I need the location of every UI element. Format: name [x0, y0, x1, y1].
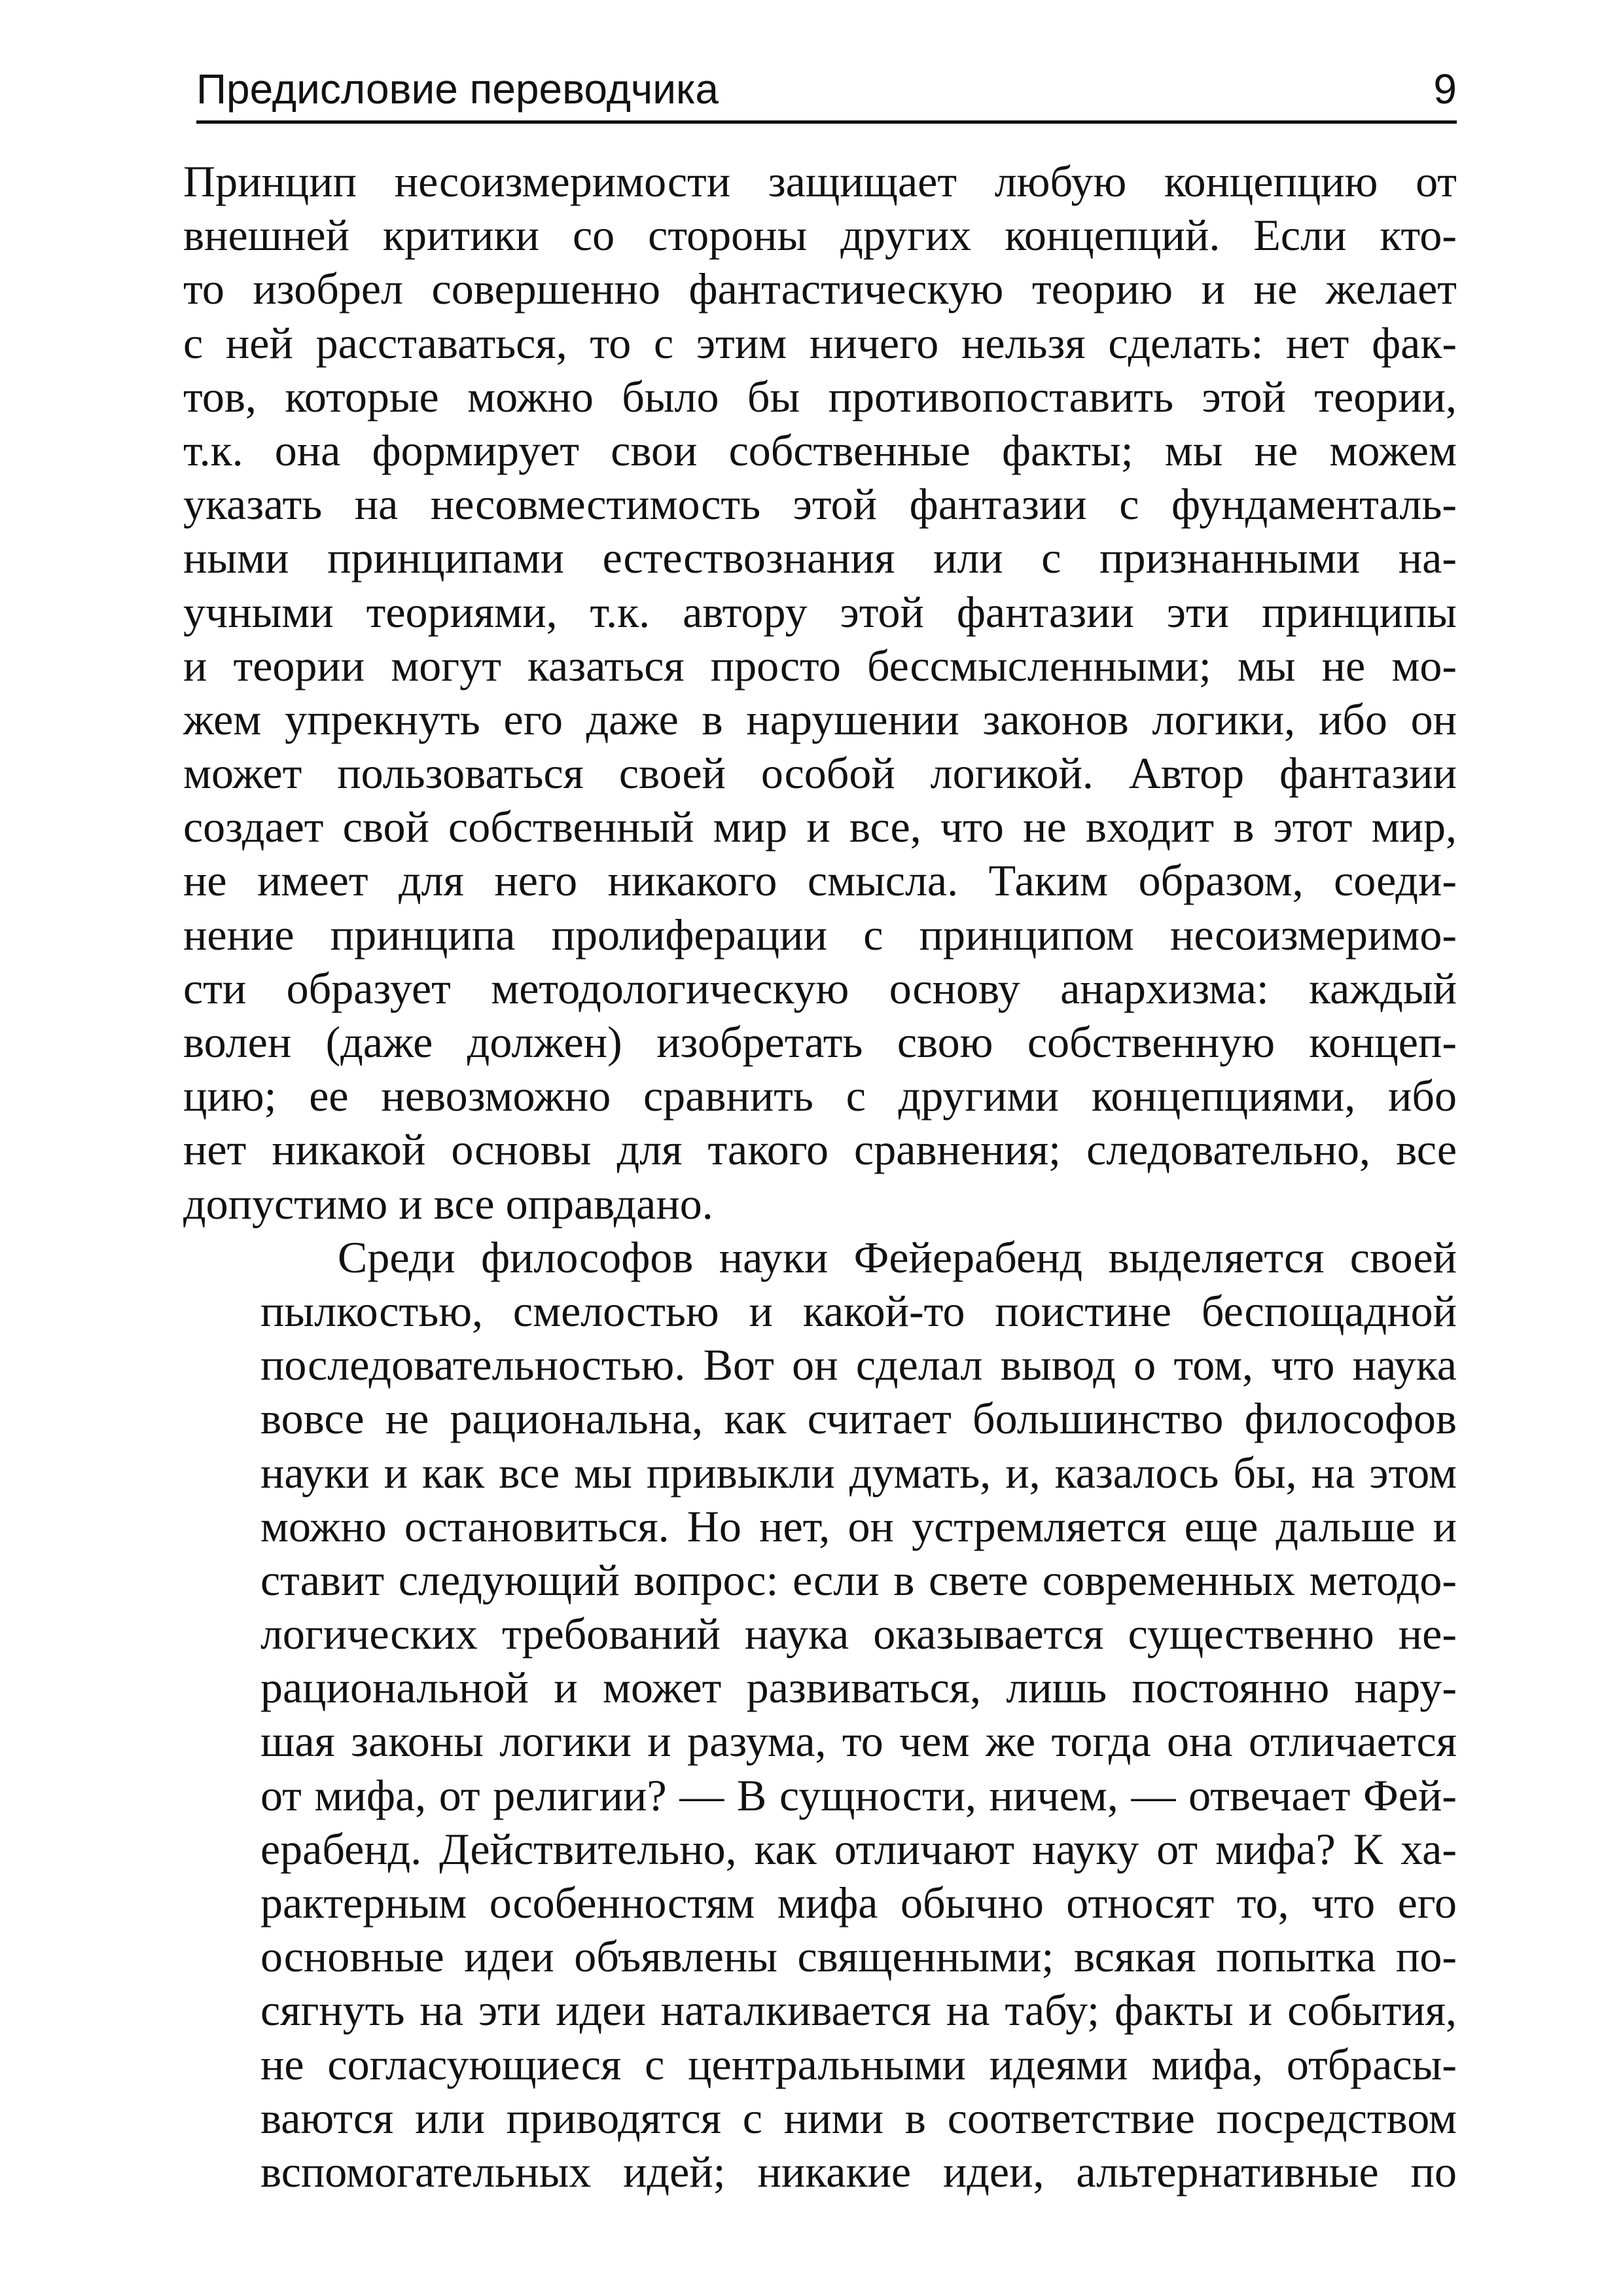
text-line: нет никакой основы для такого сравнения; следовательно, все [183, 1124, 1457, 1175]
text-line: рактерным особенностям мифа обычно относят то, что его [260, 1878, 1457, 1928]
text-line: пылкостью, смелостью и какой-то поистине беспощадной [260, 1285, 1457, 1336]
text-line: жем упрекнуть его даже в нарушении законов логики, ибо он [183, 694, 1457, 744]
text-line: науки и как все мы привыкли думать, и, казалось бы, на этом [260, 1447, 1457, 1498]
text-line: не имеет для него никакого смысла. Таким образом, соеди- [183, 855, 1457, 906]
text-line: волен (даже должен) изобретать свою собственную концеп- [183, 1017, 1457, 1067]
paragraph [183, 154, 1457, 1230]
text-line: от мифа, от религии? — В сущности, ничем, — отвечает Фей- [260, 1770, 1457, 1820]
text-line: вовсе не рациональна, как считает большинство философов [260, 1393, 1457, 1444]
running-title: Предисловие переводчика [196, 65, 719, 113]
text-line: ерабенд. Действительно, как отличают науку от мифа? К ха- [260, 1823, 1457, 1874]
text-line: логических требований наука оказывается существенно не- [260, 1609, 1457, 1659]
text-line: сягнуть на эти идеи наталкивается на табу; факты и события, [260, 1985, 1457, 2036]
text-line: ными принципами естествознания или с признанными на- [183, 533, 1457, 583]
text-line: учными теориями, т.к. автору этой фантазии эти принципы [183, 586, 1457, 637]
text-line: с ней расставаться, то с этим ничего нельзя сделать: нет фак- [183, 317, 1457, 368]
text-line: Среди философов науки Фейерабенд выделяется своей [338, 1232, 1457, 1282]
text-line: вспомогательных идей; никакие идеи, альтернативные по [260, 2146, 1457, 2197]
text-line: шая законы логики и разума, то чем же тогда она отличается [260, 1716, 1457, 1767]
text-line: может пользоваться своей особой логикой. Автор фантазии [183, 748, 1457, 798]
body-text [183, 154, 1457, 2198]
text-line: создает свой собственный мир и все, что не входит в этот мир, [183, 802, 1457, 852]
paragraph [183, 1230, 1457, 2198]
text-line: последовательностью. Вот он сделал вывод о том, что наука [260, 1340, 1457, 1390]
text-line: сти образует методологическую основу анархизма: каждый [183, 963, 1457, 1013]
text-line: основные идеи объявлены священными; всякая попытка по- [260, 1931, 1457, 1982]
text-line: указать на несовместимость этой фантазии с фундаменталь- [183, 479, 1457, 529]
text-line: т.к. она формирует свои собственные факты; мы не можем [183, 425, 1457, 475]
text-line: допустимо и все оправдано. [183, 1178, 713, 1229]
text-line: Принцип несоизмеримости защищает любую концепцию от [183, 156, 1457, 206]
text-line: нение принципа пролиферации с принципом несоизмеримо- [183, 909, 1457, 960]
text-line: и теории могут казаться просто бессмысленными; мы не мо- [183, 640, 1457, 691]
text-line: то изобрел совершенно фантастическую теорию и не желает [183, 264, 1457, 314]
text-line: цию; ее невозможно сравнить с другими концепциями, ибо [183, 1071, 1457, 1121]
text-line: не согласующиеся с центральными идеями мифа, отбрасы- [260, 2039, 1457, 2089]
text-line: тов, которые можно было бы противопоставить этой теории, [183, 371, 1457, 422]
text-line: можно остановиться. Но нет, он устремляется еще дальше и [260, 1501, 1457, 1551]
text-line: ставит следующий вопрос: если в свете современных методо- [260, 1554, 1457, 1605]
text-line: внешней критики со стороны других концепций. Если кто- [183, 210, 1457, 260]
text-line: ваются или приводятся с ними в соответствие посредством [260, 2092, 1457, 2143]
page-number: 9 [1433, 65, 1457, 113]
text-line: рациональной и может развиваться, лишь постоянно нару- [260, 1662, 1457, 1713]
running-header [196, 58, 1457, 124]
